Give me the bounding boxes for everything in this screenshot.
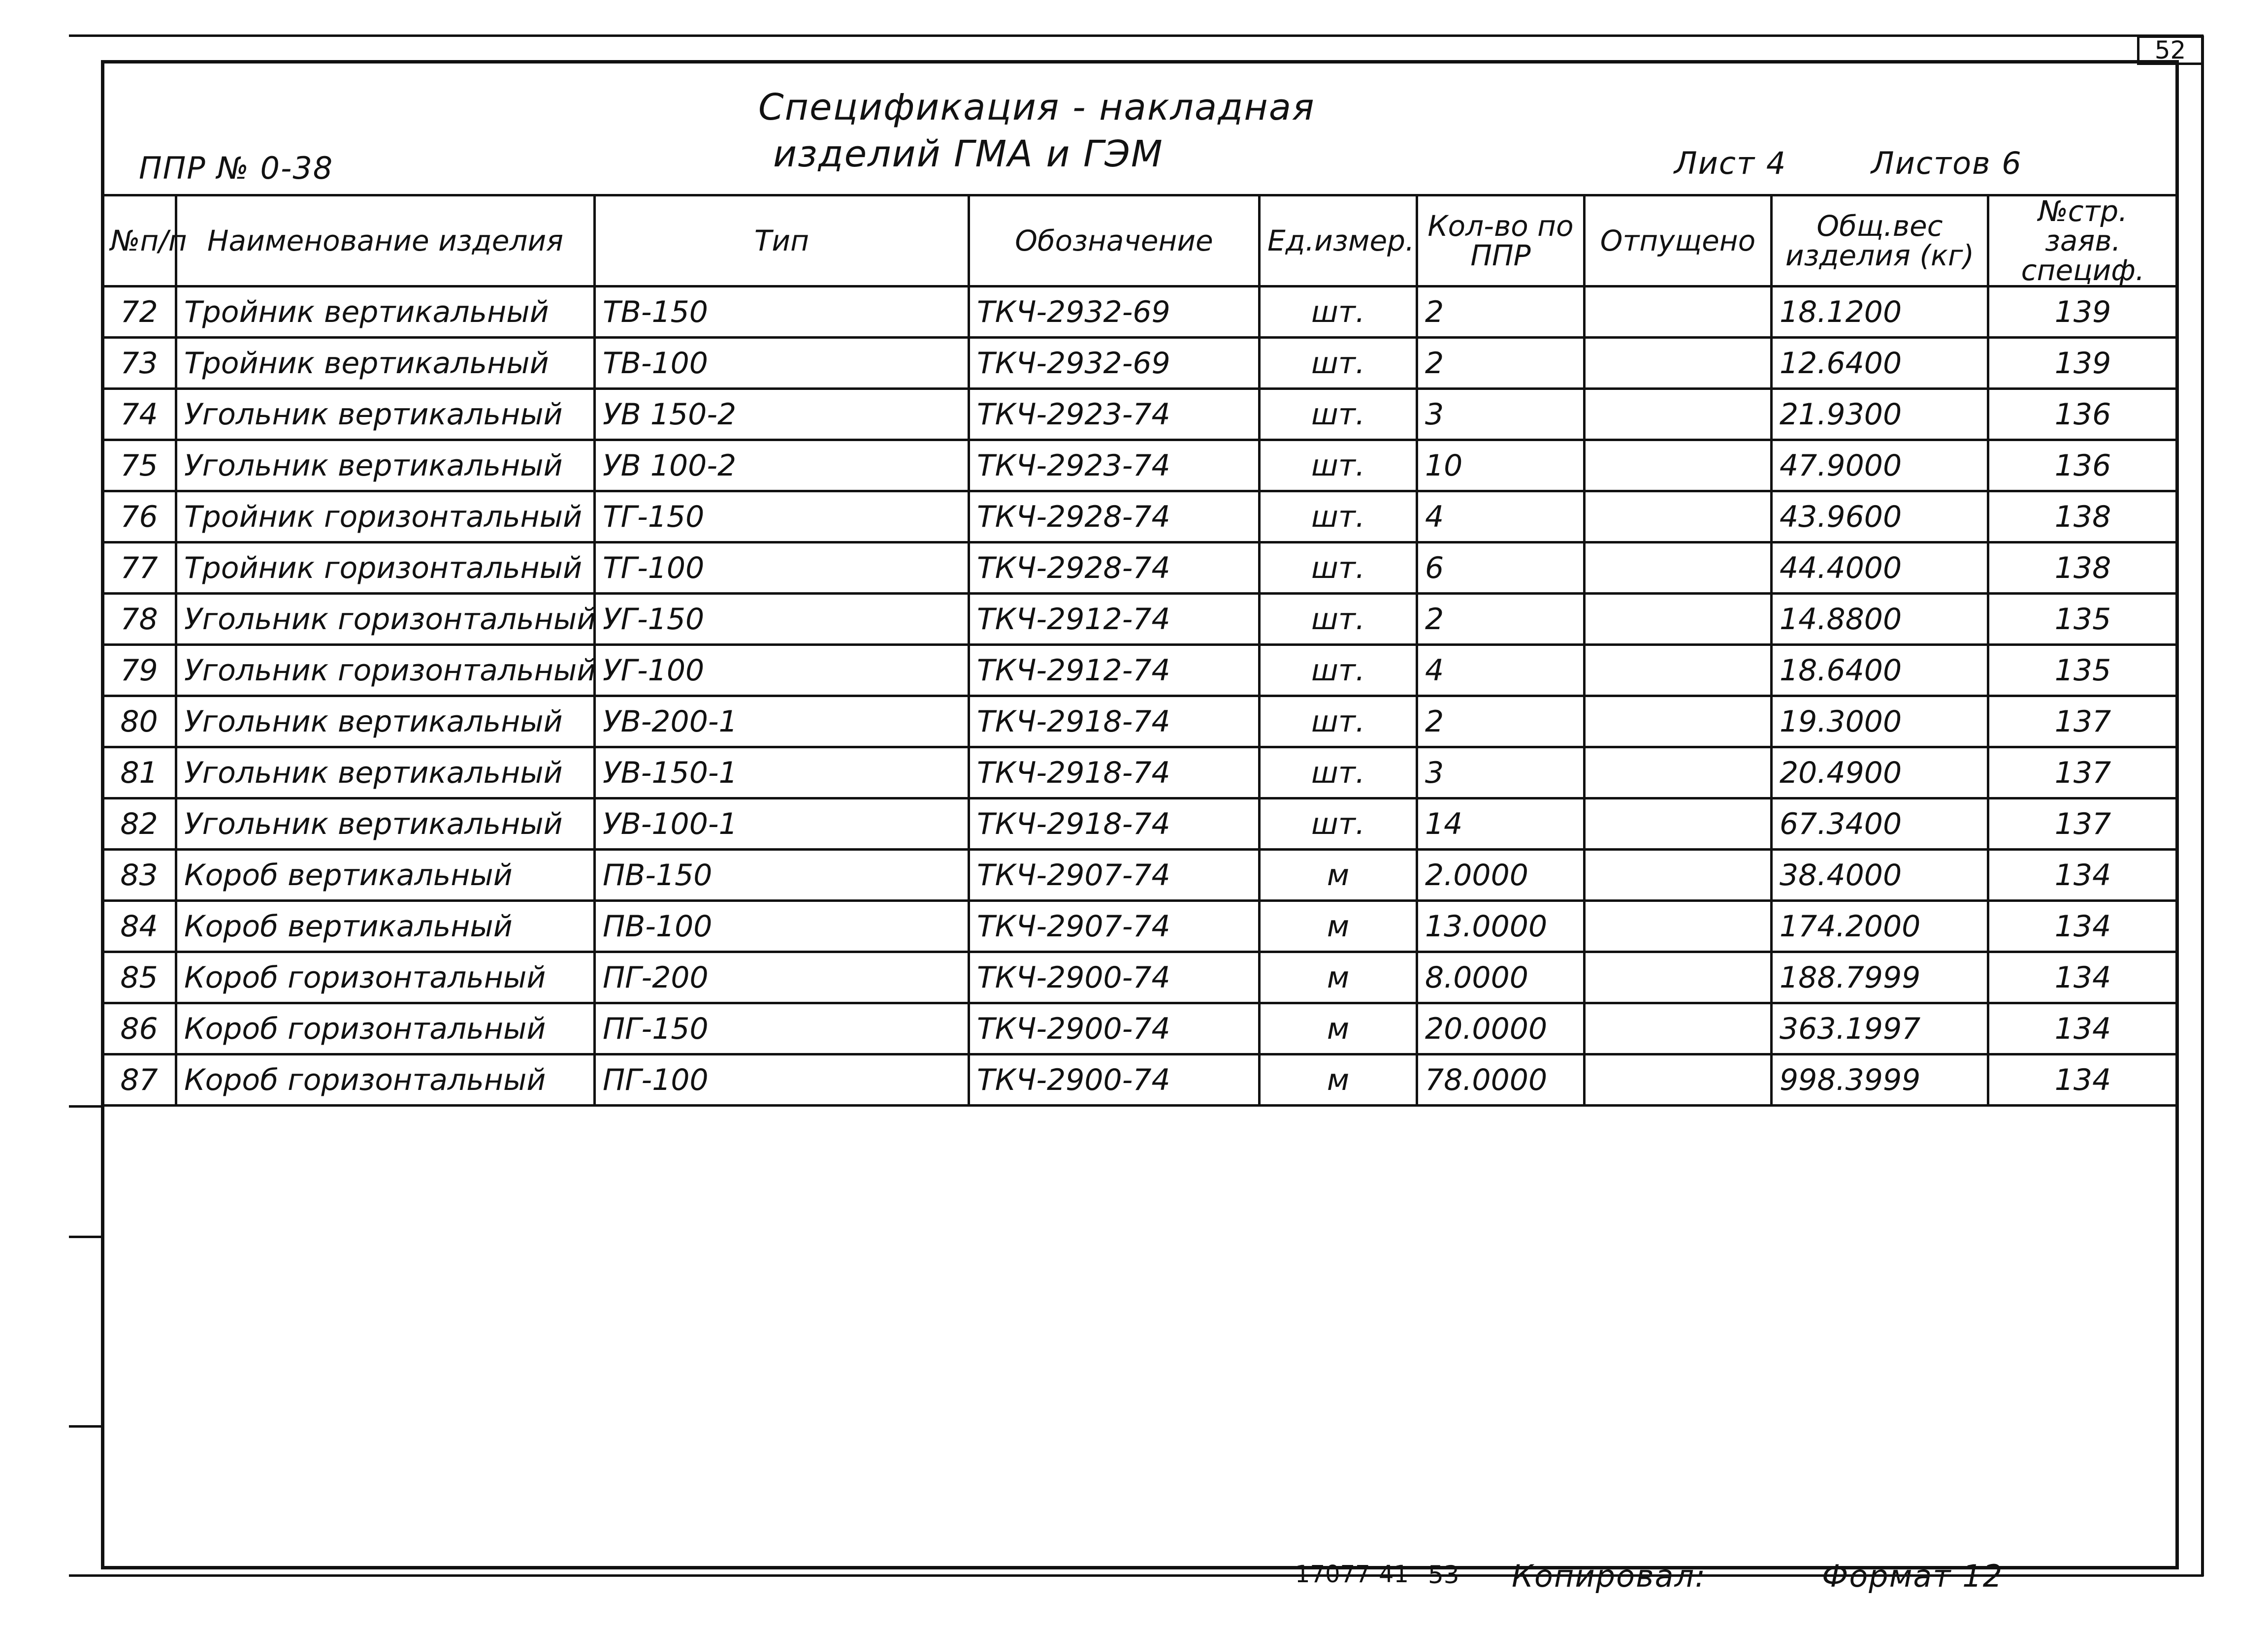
weight-cell: 18.1200: [1772, 287, 1988, 338]
unit-cell: шт.: [1260, 594, 1417, 645]
unit-cell: шт.: [1260, 543, 1417, 594]
quantity-cell: 10: [1417, 440, 1585, 491]
row-number-cell: 79: [102, 645, 176, 696]
quantity-cell: 8.0000: [1417, 952, 1585, 1003]
unit-cell: шт.: [1260, 287, 1417, 338]
weight-cell: 363.1997: [1772, 1003, 1988, 1054]
quantity-cell: 2: [1417, 594, 1585, 645]
unit-cell: шт.: [1260, 645, 1417, 696]
column-header: Отпущено: [1585, 195, 1772, 287]
table-row: [102, 338, 2178, 389]
unit-cell: шт.: [1260, 389, 1417, 440]
row-number-cell: 81: [102, 747, 176, 798]
weight-cell: 21.9300: [1772, 389, 1988, 440]
issued-cell: [1585, 901, 1772, 952]
spec-page-cell: 135: [1988, 645, 2178, 696]
row-number-cell: 83: [102, 850, 176, 901]
weight-cell: 174.2000: [1772, 901, 1988, 952]
quantity-cell: 2: [1417, 287, 1585, 338]
row-number-cell: 84: [102, 901, 176, 952]
spec-page-cell: 139: [1988, 287, 2178, 338]
unit-cell: м: [1260, 1003, 1417, 1054]
unit-cell: шт.: [1260, 491, 1417, 543]
item-type-cell: ПВ-100: [595, 901, 969, 952]
issued-cell: [1585, 696, 1772, 747]
item-name-cell: Короб горизонтальный: [176, 952, 595, 1003]
spec-page-cell: 135: [1988, 594, 2178, 645]
item-type-cell: ТВ-100: [595, 338, 969, 389]
issued-cell: [1585, 1054, 1772, 1106]
item-name-cell: Угольник вертикальный: [176, 798, 595, 850]
quantity-cell: 14: [1417, 798, 1585, 850]
table-header-row: [102, 195, 2178, 287]
row-number-cell: 86: [102, 1003, 176, 1054]
footer-format: Формат 12: [1822, 1558, 2004, 1594]
column-header: Кол-во по ППР: [1417, 195, 1585, 287]
column-header: Обозначение: [969, 195, 1260, 287]
sheets-total-label: Листов 6: [1871, 145, 2022, 181]
column-header: Ед.измер.: [1260, 195, 1417, 287]
spec-page-cell: 136: [1988, 389, 2178, 440]
item-type-cell: ПГ-200: [595, 952, 969, 1003]
item-name-cell: Угольник вертикальный: [176, 440, 595, 491]
spec-page-cell: 137: [1988, 747, 2178, 798]
issued-cell: [1585, 491, 1772, 543]
quantity-cell: 3: [1417, 389, 1585, 440]
spec-page-cell: 134: [1988, 1054, 2178, 1106]
unit-cell: шт.: [1260, 747, 1417, 798]
top-border-line: [69, 34, 2203, 37]
unit-cell: м: [1260, 901, 1417, 952]
unit-cell: шт.: [1260, 338, 1417, 389]
row-number-cell: 74: [102, 389, 176, 440]
unit-cell: м: [1260, 850, 1417, 901]
spec-page-cell: 137: [1988, 696, 2178, 747]
table-row: [102, 645, 2178, 696]
item-type-cell: ТВ-150: [595, 287, 969, 338]
item-name-cell: Тройник горизонтальный: [176, 491, 595, 543]
weight-cell: 44.4000: [1772, 543, 1988, 594]
issued-cell: [1585, 798, 1772, 850]
item-code-cell: ТКЧ-2928-74: [969, 491, 1260, 543]
column-header: Тип: [595, 195, 969, 287]
quantity-cell: 6: [1417, 543, 1585, 594]
issued-cell: [1585, 1003, 1772, 1054]
specification-table: [101, 194, 2179, 1107]
issued-cell: [1585, 440, 1772, 491]
item-type-cell: УВ 150-2: [595, 389, 969, 440]
issued-cell: [1585, 338, 1772, 389]
item-type-cell: УВ 100-2: [595, 440, 969, 491]
weight-cell: 47.9000: [1772, 440, 1988, 491]
spec-page-cell: 134: [1988, 901, 2178, 952]
issued-cell: [1585, 543, 1772, 594]
quantity-cell: 4: [1417, 491, 1585, 543]
row-number-cell: 73: [102, 338, 176, 389]
column-header: №стр. заяв. специф.: [1988, 195, 2178, 287]
item-code-cell: ТКЧ-2918-74: [969, 696, 1260, 747]
item-code-cell: ТКЧ-2932-69: [969, 287, 1260, 338]
sheet-label: Лист 4: [1674, 145, 1787, 181]
weight-cell: 18.6400: [1772, 645, 1988, 696]
item-code-cell: ТКЧ-2928-74: [969, 543, 1260, 594]
issued-cell: [1585, 594, 1772, 645]
unit-cell: шт.: [1260, 440, 1417, 491]
item-name-cell: Короб горизонтальный: [176, 1054, 595, 1106]
weight-cell: 998.3999: [1772, 1054, 1988, 1106]
row-number-cell: 85: [102, 952, 176, 1003]
item-name-cell: Короб вертикальный: [176, 850, 595, 901]
item-code-cell: ТКЧ-2923-74: [969, 440, 1260, 491]
weight-cell: 12.6400: [1772, 338, 1988, 389]
quantity-cell: 13.0000: [1417, 901, 1585, 952]
item-name-cell: Угольник горизонтальный: [176, 594, 595, 645]
unit-cell: м: [1260, 952, 1417, 1003]
item-name-cell: Тройник вертикальный: [176, 287, 595, 338]
table-row: [102, 440, 2178, 491]
unit-cell: шт.: [1260, 798, 1417, 850]
column-header: Наименование изделия: [176, 195, 595, 287]
binding-tick: [69, 1425, 103, 1428]
weight-cell: 43.9600: [1772, 491, 1988, 543]
spec-page-cell: 137: [1988, 798, 2178, 850]
item-name-cell: Короб горизонтальный: [176, 1003, 595, 1054]
item-code-cell: ТКЧ-2923-74: [969, 389, 1260, 440]
spec-page-cell: 139: [1988, 338, 2178, 389]
column-header: №п/п: [102, 195, 176, 287]
table-row: [102, 850, 2178, 901]
item-name-cell: Угольник горизонтальный: [176, 645, 595, 696]
spec-page-cell: 134: [1988, 952, 2178, 1003]
issued-cell: [1585, 645, 1772, 696]
document-title: Спецификация - накладная: [758, 86, 1315, 128]
weight-cell: 14.8800: [1772, 594, 1988, 645]
quantity-cell: 3: [1417, 747, 1585, 798]
footer-page: 53: [1428, 1561, 1459, 1589]
table-row: [102, 1003, 2178, 1054]
issued-cell: [1585, 747, 1772, 798]
issued-cell: [1585, 389, 1772, 440]
table-row: [102, 1054, 2178, 1106]
table-row: [102, 594, 2178, 645]
weight-cell: 67.3400: [1772, 798, 1988, 850]
item-code-cell: ТКЧ-2907-74: [969, 850, 1260, 901]
item-name-cell: Тройник вертикальный: [176, 338, 595, 389]
row-number-cell: 77: [102, 543, 176, 594]
quantity-cell: 2: [1417, 338, 1585, 389]
item-code-cell: ТКЧ-2900-74: [969, 1003, 1260, 1054]
row-number-cell: 78: [102, 594, 176, 645]
quantity-cell: 2.0000: [1417, 850, 1585, 901]
item-code-cell: ТКЧ-2918-74: [969, 798, 1260, 850]
table-row: [102, 491, 2178, 543]
binding-tick: [69, 1105, 103, 1108]
row-number-cell: 82: [102, 798, 176, 850]
item-type-cell: УГ-150: [595, 594, 969, 645]
spec-page-cell: 138: [1988, 543, 2178, 594]
item-type-cell: ПВ-150: [595, 850, 969, 901]
table-row: [102, 389, 2178, 440]
quantity-cell: 78.0000: [1417, 1054, 1585, 1106]
item-code-cell: ТКЧ-2932-69: [969, 338, 1260, 389]
table-row: [102, 747, 2178, 798]
row-number-cell: 72: [102, 287, 176, 338]
unit-cell: шт.: [1260, 696, 1417, 747]
table-row: [102, 543, 2178, 594]
row-number-cell: 75: [102, 440, 176, 491]
quantity-cell: 4: [1417, 645, 1585, 696]
weight-cell: 38.4000: [1772, 850, 1988, 901]
item-type-cell: УГ-100: [595, 645, 969, 696]
item-type-cell: ТГ-150: [595, 491, 969, 543]
quantity-cell: 20.0000: [1417, 1003, 1585, 1054]
item-code-cell: ТКЧ-2907-74: [969, 901, 1260, 952]
column-header: Общ.вес изделия (кг): [1772, 195, 1988, 287]
item-type-cell: УВ-200-1: [595, 696, 969, 747]
item-code-cell: ТКЧ-2900-74: [969, 952, 1260, 1003]
row-number-cell: 80: [102, 696, 176, 747]
spec-page-cell: 138: [1988, 491, 2178, 543]
item-code-cell: ТКЧ-2912-74: [969, 594, 1260, 645]
item-type-cell: УВ-150-1: [595, 747, 969, 798]
item-code-cell: ТКЧ-2918-74: [969, 747, 1260, 798]
spec-page-cell: 134: [1988, 1003, 2178, 1054]
table-row: [102, 287, 2178, 338]
item-name-cell: Тройник горизонтальный: [176, 543, 595, 594]
table-row: [102, 952, 2178, 1003]
weight-cell: 20.4900: [1772, 747, 1988, 798]
binding-tick: [69, 1236, 103, 1238]
document-subtitle: изделий ГМА и ГЭМ: [773, 133, 1164, 175]
item-code-cell: ТКЧ-2912-74: [969, 645, 1260, 696]
ppr-number: ППР № 0-38: [139, 150, 334, 186]
item-type-cell: ПГ-150: [595, 1003, 969, 1054]
footer-code: 17077-41: [1295, 1561, 1409, 1588]
row-number-cell: 76: [102, 491, 176, 543]
row-number-cell: 87: [102, 1054, 176, 1106]
item-name-cell: Угольник вертикальный: [176, 696, 595, 747]
sheet-number: 52: [2137, 35, 2203, 65]
spec-page-cell: 134: [1988, 850, 2178, 901]
weight-cell: 19.3000: [1772, 696, 1988, 747]
spec-page-cell: 136: [1988, 440, 2178, 491]
table-row: [102, 798, 2178, 850]
issued-cell: [1585, 850, 1772, 901]
table-row: [102, 696, 2178, 747]
unit-cell: м: [1260, 1054, 1417, 1106]
item-name-cell: Угольник вертикальный: [176, 747, 595, 798]
issued-cell: [1585, 287, 1772, 338]
quantity-cell: 2: [1417, 696, 1585, 747]
item-type-cell: ТГ-100: [595, 543, 969, 594]
right-border-line: [2201, 35, 2204, 1576]
item-name-cell: Короб вертикальный: [176, 901, 595, 952]
item-type-cell: ПГ-100: [595, 1054, 969, 1106]
item-code-cell: ТКЧ-2900-74: [969, 1054, 1260, 1106]
item-name-cell: Угольник вертикальный: [176, 389, 595, 440]
weight-cell: 188.7999: [1772, 952, 1988, 1003]
item-type-cell: УВ-100-1: [595, 798, 969, 850]
footer-copied: Копировал:: [1512, 1558, 1707, 1594]
issued-cell: [1585, 952, 1772, 1003]
table-row: [102, 901, 2178, 952]
